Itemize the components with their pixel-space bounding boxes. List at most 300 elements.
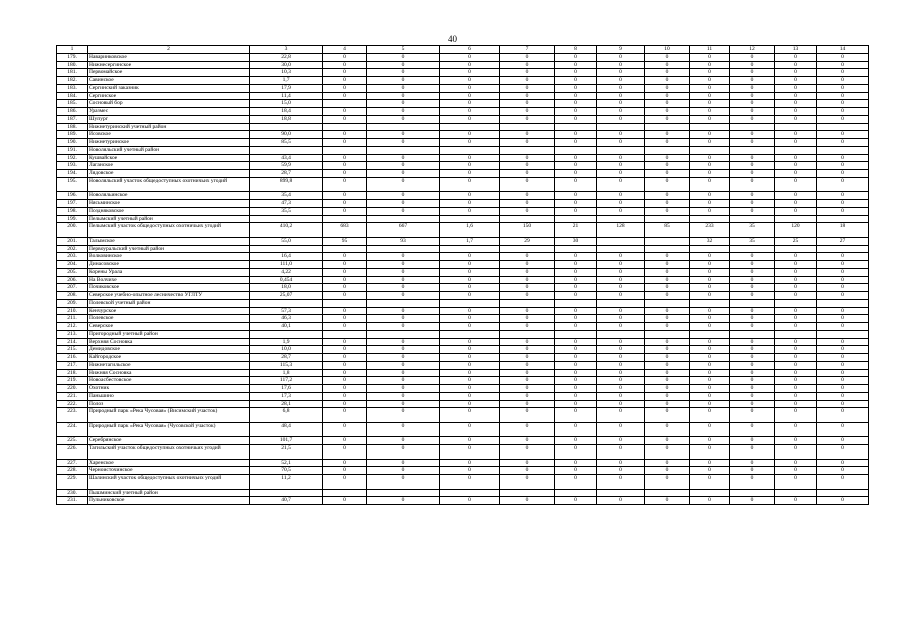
value-cell: 0 xyxy=(367,284,440,292)
row-number-cell: 179. xyxy=(57,53,88,61)
value-cell: 0 xyxy=(367,200,440,208)
value-cell: 0 xyxy=(555,307,597,315)
value-cell: 0 xyxy=(775,422,817,437)
value-cell: 0 xyxy=(645,84,690,92)
value-cell: 0 xyxy=(645,61,690,69)
value-cell xyxy=(555,489,597,497)
table-row xyxy=(57,292,869,300)
value-cell: 0 xyxy=(555,170,597,178)
value-cell: 0 xyxy=(597,437,645,445)
value-cell: 0 xyxy=(323,84,367,92)
value-cell: 18 xyxy=(817,223,869,238)
value-cell: 0 xyxy=(440,354,500,362)
value-cell: 0 xyxy=(323,115,367,123)
value-cell: 0 xyxy=(555,177,597,192)
value-cell xyxy=(440,245,500,253)
value-cell: 0 xyxy=(367,377,440,385)
value-cell: 0 xyxy=(323,307,367,315)
value-cell: 0 xyxy=(645,307,690,315)
value-cell: 0 xyxy=(775,192,817,200)
value-cell xyxy=(500,299,555,307)
value-cell xyxy=(250,215,323,223)
column-header: 9 xyxy=(597,46,645,54)
area-name-cell: Лядовское xyxy=(88,170,250,178)
value-cell: 0 xyxy=(440,392,500,400)
value-cell: 0 xyxy=(367,467,440,475)
value-cell: 0 xyxy=(440,467,500,475)
row-number-cell: 214. xyxy=(57,338,88,346)
table-row xyxy=(57,299,869,307)
value-cell: 0 xyxy=(730,497,775,505)
value-cell: 233 xyxy=(690,223,730,238)
value-cell: 0 xyxy=(690,207,730,215)
value-cell: 0 xyxy=(690,323,730,331)
row-number-cell: 208. xyxy=(57,292,88,300)
value-cell: 0 xyxy=(775,392,817,400)
value-cell: 0 xyxy=(555,100,597,108)
area-name-cell: Нижнетуринский учетный район xyxy=(88,123,250,131)
value-cell: 0 xyxy=(775,139,817,147)
page-number: 40 xyxy=(448,34,457,44)
value-cell: 17,9 xyxy=(250,84,323,92)
value-cell: 0 xyxy=(440,100,500,108)
value-cell xyxy=(775,299,817,307)
value-cell: 0 xyxy=(555,497,597,505)
value-cell: 0 xyxy=(323,385,367,393)
value-cell: 0 xyxy=(597,369,645,377)
value-cell xyxy=(555,123,597,131)
value-cell: 0 xyxy=(367,445,440,460)
value-cell: 0 xyxy=(597,338,645,346)
value-cell: 0 xyxy=(690,61,730,69)
area-name-cell: Северское xyxy=(88,323,250,331)
value-cell xyxy=(323,146,367,154)
value-cell: 0 xyxy=(597,69,645,77)
value-cell: 0 xyxy=(775,115,817,123)
value-cell: 0 xyxy=(690,346,730,354)
table-row xyxy=(57,108,869,116)
area-name-cell: Пригородный учетный район xyxy=(88,330,250,338)
value-cell: 0 xyxy=(645,92,690,100)
value-cell: 0 xyxy=(323,268,367,276)
row-number-cell: 227. xyxy=(57,459,88,467)
value-cell: 0 xyxy=(323,177,367,192)
value-cell: 0 xyxy=(817,475,869,490)
table-row xyxy=(57,338,869,346)
value-cell: 0 xyxy=(323,338,367,346)
value-cell xyxy=(645,237,690,245)
value-cell: 101,7 xyxy=(250,437,323,445)
row-number-cell: 198. xyxy=(57,207,88,215)
value-cell: 0 xyxy=(440,131,500,139)
value-cell: 0 xyxy=(555,162,597,170)
value-cell: 0 xyxy=(645,192,690,200)
value-cell: 0 xyxy=(440,69,500,77)
value-cell: 25,07 xyxy=(250,292,323,300)
value-cell: 0 xyxy=(730,385,775,393)
value-cell: 90,0 xyxy=(250,131,323,139)
value-cell: 0 xyxy=(775,377,817,385)
area-name-cell: Сосновый бор xyxy=(88,100,250,108)
value-cell: 0 xyxy=(500,92,555,100)
value-cell: 0 xyxy=(555,92,597,100)
row-number-cell: 226. xyxy=(57,445,88,460)
value-cell: 0 xyxy=(500,497,555,505)
row-number-cell: 207. xyxy=(57,284,88,292)
value-cell: 0 xyxy=(367,253,440,261)
value-cell: 0 xyxy=(500,139,555,147)
value-cell: 0 xyxy=(597,268,645,276)
value-cell: 0 xyxy=(367,400,440,408)
table-row xyxy=(57,146,869,154)
table-row xyxy=(57,215,869,223)
value-cell: 0 xyxy=(367,207,440,215)
value-cell: 0 xyxy=(730,115,775,123)
row-number-cell: 211. xyxy=(57,315,88,323)
value-cell xyxy=(323,489,367,497)
value-cell: 0 xyxy=(440,154,500,162)
value-cell: 0 xyxy=(690,437,730,445)
value-cell: 0 xyxy=(817,315,869,323)
table-row xyxy=(57,330,869,338)
value-cell: 30 xyxy=(555,237,597,245)
value-cell: 0 xyxy=(367,475,440,490)
value-cell: 0 xyxy=(555,422,597,437)
value-cell xyxy=(500,330,555,338)
value-cell: 0 xyxy=(690,445,730,460)
area-name-cell: Полевское xyxy=(88,315,250,323)
value-cell xyxy=(817,245,869,253)
value-cell: 0 xyxy=(500,131,555,139)
value-cell: 0 xyxy=(323,192,367,200)
value-cell: 0 xyxy=(597,377,645,385)
value-cell: 0 xyxy=(645,369,690,377)
value-cell: 0 xyxy=(730,154,775,162)
area-name-cell: Серебрянское xyxy=(88,437,250,445)
value-cell: 15,0 xyxy=(250,100,323,108)
value-cell: 0 xyxy=(367,497,440,505)
value-cell: 1,7 xyxy=(440,237,500,245)
row-number-cell: 195. xyxy=(57,177,88,192)
value-cell: 0 xyxy=(555,475,597,490)
value-cell: 0 xyxy=(690,84,730,92)
value-cell: 0 xyxy=(597,131,645,139)
value-cell: 0 xyxy=(775,408,817,423)
value-cell: 0 xyxy=(817,422,869,437)
value-cell: 0 xyxy=(367,307,440,315)
row-number-cell: 194. xyxy=(57,170,88,178)
value-cell xyxy=(323,123,367,131)
value-cell xyxy=(597,489,645,497)
value-cell xyxy=(367,146,440,154)
area-name-cell: Уразмес xyxy=(88,108,250,116)
value-cell: 0 xyxy=(597,445,645,460)
value-cell: 0 xyxy=(500,170,555,178)
value-cell: 0 xyxy=(500,84,555,92)
row-number-cell: 210. xyxy=(57,307,88,315)
value-cell: 59,9 xyxy=(250,162,323,170)
value-cell: 0 xyxy=(367,346,440,354)
row-number-cell: 196. xyxy=(57,192,88,200)
table-row xyxy=(57,284,869,292)
value-cell: 27 xyxy=(817,237,869,245)
area-name-cell: Пелымский участок общедоступных охотничьих угодий xyxy=(88,223,250,238)
row-number-cell: 215. xyxy=(57,346,88,354)
value-cell: 0 xyxy=(775,268,817,276)
value-cell: 0 xyxy=(775,437,817,445)
value-cell: 0 xyxy=(440,92,500,100)
value-cell: 0 xyxy=(500,307,555,315)
value-cell: 0 xyxy=(775,84,817,92)
value-cell: 0 xyxy=(690,284,730,292)
value-cell: 0 xyxy=(597,467,645,475)
value-cell: 0 xyxy=(775,475,817,490)
value-cell: 0 xyxy=(817,131,869,139)
value-cell: 0 xyxy=(817,268,869,276)
value-cell: 0 xyxy=(323,207,367,215)
value-cell: 0 xyxy=(730,459,775,467)
row-number-cell: 202. xyxy=(57,245,88,253)
table-row xyxy=(57,245,869,253)
value-cell xyxy=(817,489,869,497)
table-row xyxy=(57,192,869,200)
value-cell: 0 xyxy=(367,261,440,269)
value-cell: 0 xyxy=(730,467,775,475)
value-cell: 0 xyxy=(440,207,500,215)
value-cell xyxy=(500,489,555,497)
value-cell: 35,4 xyxy=(250,192,323,200)
value-cell: 0 xyxy=(775,459,817,467)
value-cell: 0 xyxy=(555,139,597,147)
value-cell: 0 xyxy=(367,408,440,423)
table-row xyxy=(57,307,869,315)
value-cell: 0 xyxy=(500,100,555,108)
area-name-cell: Талымское xyxy=(88,237,250,245)
area-name-cell: Корены Урала xyxy=(88,268,250,276)
value-cell xyxy=(597,146,645,154)
value-cell: 0 xyxy=(775,292,817,300)
value-cell: 0 xyxy=(367,459,440,467)
value-cell: 0 xyxy=(323,408,367,423)
value-cell: 0 xyxy=(323,276,367,284)
value-cell xyxy=(555,146,597,154)
value-cell xyxy=(730,299,775,307)
value-cell: 0 xyxy=(817,84,869,92)
value-cell: 0 xyxy=(690,131,730,139)
value-cell xyxy=(323,245,367,253)
row-number-cell: 181. xyxy=(57,69,88,77)
value-cell: 0 xyxy=(817,369,869,377)
value-cell: 115,3 xyxy=(250,361,323,369)
value-cell: 0 xyxy=(645,77,690,85)
table-body xyxy=(57,46,869,505)
value-cell: 0 xyxy=(775,177,817,192)
value-cell: 0 xyxy=(597,284,645,292)
value-cell: 0 xyxy=(500,61,555,69)
row-number-cell: 193. xyxy=(57,162,88,170)
table-row xyxy=(57,207,869,215)
value-cell: 0 xyxy=(367,323,440,331)
value-cell: 0 xyxy=(690,192,730,200)
value-cell: 0 xyxy=(730,177,775,192)
value-cell: 57,3 xyxy=(250,307,323,315)
value-cell xyxy=(250,330,323,338)
value-cell: 0 xyxy=(597,307,645,315)
value-cell: 0,454 xyxy=(250,276,323,284)
value-cell: 0 xyxy=(730,77,775,85)
table-header-row xyxy=(57,46,869,54)
value-cell: 0 xyxy=(775,354,817,362)
value-cell: 0 xyxy=(730,100,775,108)
table-row xyxy=(57,139,869,147)
value-cell: 0 xyxy=(367,369,440,377)
column-header: 10 xyxy=(645,46,690,54)
value-cell xyxy=(645,330,690,338)
value-cell: 0 xyxy=(690,268,730,276)
value-cell: 0 xyxy=(597,84,645,92)
value-cell: 0 xyxy=(597,154,645,162)
value-cell xyxy=(730,123,775,131)
value-cell: 0 xyxy=(645,276,690,284)
row-number-cell: 203. xyxy=(57,253,88,261)
value-cell: 0 xyxy=(690,392,730,400)
value-cell: 0 xyxy=(645,361,690,369)
value-cell: 0 xyxy=(597,385,645,393)
table-row xyxy=(57,437,869,445)
value-cell: 0 xyxy=(440,268,500,276)
value-cell: 0 xyxy=(440,338,500,346)
column-header: 7 xyxy=(500,46,555,54)
value-cell: 0 xyxy=(775,385,817,393)
value-cell: 0 xyxy=(555,338,597,346)
area-name-cell: Пелымский учетный район xyxy=(88,215,250,223)
value-cell: 0 xyxy=(817,177,869,192)
value-cell: 0 xyxy=(817,69,869,77)
value-cell xyxy=(690,299,730,307)
value-cell: 0 xyxy=(775,400,817,408)
value-cell: 0 xyxy=(730,338,775,346)
value-cell: 0 xyxy=(500,177,555,192)
value-cell: 0 xyxy=(555,377,597,385)
value-cell xyxy=(817,146,869,154)
value-cell: 0 xyxy=(323,200,367,208)
value-cell: 0 xyxy=(690,338,730,346)
value-cell: 1,9 xyxy=(250,338,323,346)
value-cell: 0 xyxy=(597,354,645,362)
table-row xyxy=(57,253,869,261)
value-cell: 0 xyxy=(367,437,440,445)
value-cell: 35 xyxy=(730,237,775,245)
value-cell: 0 xyxy=(645,354,690,362)
value-cell: 85 xyxy=(645,223,690,238)
value-cell: 0 xyxy=(817,162,869,170)
value-cell: 0 xyxy=(730,284,775,292)
value-cell: 0 xyxy=(323,292,367,300)
value-cell: 0 xyxy=(555,467,597,475)
value-cell: 6,8 xyxy=(250,408,323,423)
value-cell: 0 xyxy=(555,445,597,460)
value-cell: 0 xyxy=(817,154,869,162)
value-cell: 0 xyxy=(775,92,817,100)
table-row xyxy=(57,276,869,284)
value-cell: 0 xyxy=(440,84,500,92)
value-cell: 0 xyxy=(690,307,730,315)
value-cell: 48,4 xyxy=(250,422,323,437)
column-header: 14 xyxy=(817,46,869,54)
row-number-cell: 218. xyxy=(57,369,88,377)
value-cell: 0 xyxy=(690,475,730,490)
value-cell xyxy=(597,330,645,338)
value-cell: 0 xyxy=(730,292,775,300)
area-name-cell: Первоуральский учетный район xyxy=(88,245,250,253)
value-cell xyxy=(500,146,555,154)
value-cell: 111,0 xyxy=(250,261,323,269)
value-cell: 0 xyxy=(690,53,730,61)
row-number-cell: 182. xyxy=(57,77,88,85)
value-cell: 0 xyxy=(367,170,440,178)
value-cell: 0 xyxy=(775,131,817,139)
area-name-cell: Первомайское xyxy=(88,69,250,77)
table-row xyxy=(57,177,869,192)
value-cell: 95 xyxy=(323,237,367,245)
value-cell: 30,0 xyxy=(250,61,323,69)
value-cell xyxy=(775,215,817,223)
area-name-cell: Демидовское xyxy=(88,346,250,354)
value-cell: 1,6 xyxy=(440,223,500,238)
value-cell: 10,3 xyxy=(250,69,323,77)
value-cell: 0 xyxy=(323,497,367,505)
value-cell: 0 xyxy=(690,170,730,178)
value-cell: 0 xyxy=(817,361,869,369)
value-cell: 0 xyxy=(690,422,730,437)
value-cell xyxy=(690,146,730,154)
value-cell: 0 xyxy=(730,307,775,315)
value-cell: 0 xyxy=(500,354,555,362)
value-cell: 0 xyxy=(597,323,645,331)
value-cell xyxy=(597,245,645,253)
value-cell: 0 xyxy=(775,108,817,116)
value-cell: 0 xyxy=(645,338,690,346)
value-cell: 35,5 xyxy=(250,207,323,215)
value-cell: 0 xyxy=(555,385,597,393)
value-cell: 70,5 xyxy=(250,467,323,475)
value-cell: 0 xyxy=(367,177,440,192)
row-number-cell: 200. xyxy=(57,223,88,238)
value-cell: 0 xyxy=(500,207,555,215)
value-cell: 0 xyxy=(555,400,597,408)
value-cell: 0 xyxy=(817,192,869,200)
value-cell: 0 xyxy=(367,69,440,77)
value-cell: 0 xyxy=(555,408,597,423)
value-cell: 0 xyxy=(597,261,645,269)
value-cell: 0 xyxy=(690,400,730,408)
value-cell: 0 xyxy=(440,253,500,261)
value-cell: 0 xyxy=(645,385,690,393)
value-cell: 0 xyxy=(730,253,775,261)
value-cell: 0 xyxy=(440,77,500,85)
value-cell: 0 xyxy=(555,261,597,269)
value-cell: 0 xyxy=(645,497,690,505)
value-cell: 0 xyxy=(367,354,440,362)
value-cell: 0 xyxy=(323,354,367,362)
value-cell: 0 xyxy=(440,108,500,116)
value-cell: 0 xyxy=(323,361,367,369)
column-header: 1 xyxy=(57,46,88,54)
value-cell: 0 xyxy=(367,61,440,69)
row-number-cell: 216. xyxy=(57,354,88,362)
area-name-cell: Природный парк «Река Чусовая» (Висимский участок) xyxy=(88,408,250,423)
area-name-cell: Нижнетагильское xyxy=(88,361,250,369)
